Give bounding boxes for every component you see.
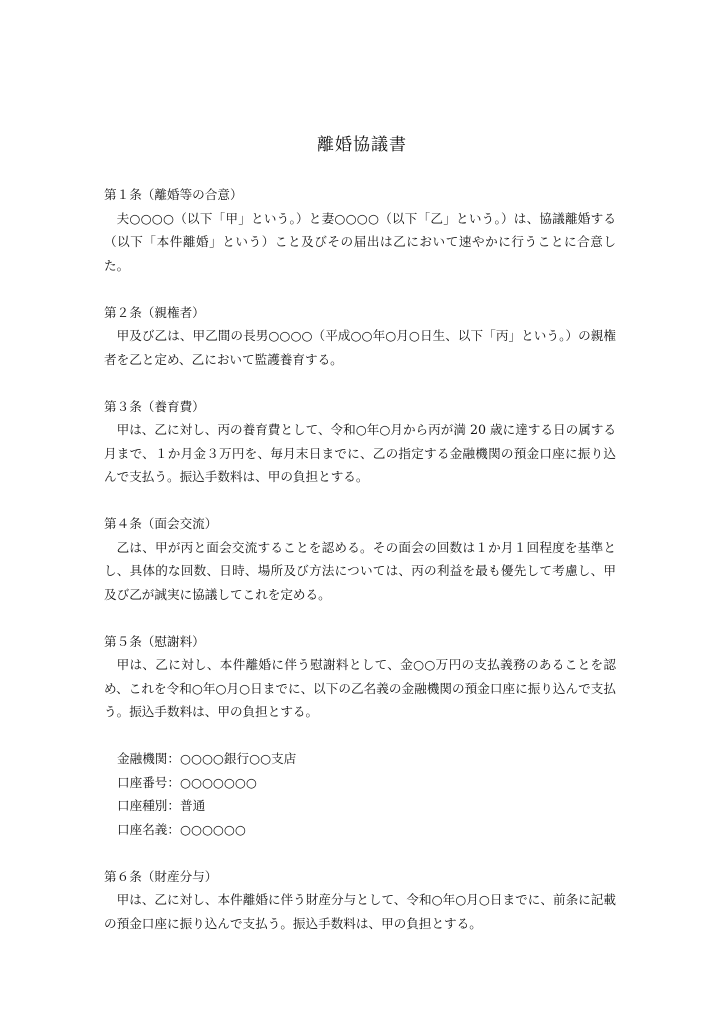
article-2: [104, 301, 616, 372]
article-text: 甲は、乙に対し、丙の養育費として、令和○年○月から丙が満 20 歳に達する日の属する月まで、１か月金３万円を、毎月末日までに、乙の指定する金融機関の預金口座に振り込んで支払う。振込手数料は、甲の負担とする。: [104, 422, 616, 484]
article-heading: 第４条（面会交流）: [104, 516, 218, 531]
bank-institution: 金融機関：○○○○銀行○○支店: [117, 751, 297, 766]
article-heading: 第１条（離婚等の合意）: [104, 187, 243, 202]
bank-account-number: 口座番号：○○○○○○○: [117, 774, 257, 790]
article-heading: 第３条（養育費）: [104, 398, 205, 414]
bank-account-info: [104, 747, 616, 841]
bank-account-type: 口座種別：普通: [117, 798, 206, 813]
article-3: [104, 395, 616, 489]
document-title: 離婚協議書: [317, 135, 407, 155]
article-heading: 第６条（財産分与）: [104, 868, 218, 884]
article-text: 夫○○○○（以下「甲」という。）と妻○○○○（以下「乙」という。）は、協議離婚する（以下「本件離婚」という）こと及びその届出は乙において速やかに行うことに合意した。: [104, 210, 617, 273]
article-heading: 第２条（親権者）: [104, 304, 205, 320]
article-text: 甲は、乙に対し、本件離婚に伴う慰謝料として、金○○万円の支払義務のあることを認め、これを令和○年○月○日までに、以下の乙名義の金融機関の預金口座に振り込んで支払う。振込手数料は、甲の負担とする。: [104, 657, 616, 719]
article-5: [104, 630, 616, 724]
article-1: [104, 183, 616, 277]
article-4: [104, 512, 616, 606]
article-6: [104, 865, 616, 936]
document-body: [104, 183, 616, 959]
article-text: 甲及び乙は、甲乙間の長男○○○○（平成○○年○月○日生、以下「丙」という。）の親権者を乙と定め、乙において監護養育する。: [104, 328, 616, 367]
article-heading: 第５条（慰謝料）: [104, 633, 205, 649]
bank-account-holder: 口座名義：○○○○○○: [117, 821, 246, 837]
article-text: 甲は、乙に対し、本件離婚に伴う財産分与として、令和○年○月○日までに、前条に記載の預金口座に振り込んで支払う。振込手数料は、甲の負担とする。: [104, 892, 616, 931]
article-text: 乙は、甲が丙と面会交流することを認める。その面会の回数は１か月１回程度を基準とし、具体的な回数、日時、場所及び方法については、丙の利益を最も優先して考慮し、甲及び乙が誠実に協議してこれを定める。: [104, 539, 616, 602]
